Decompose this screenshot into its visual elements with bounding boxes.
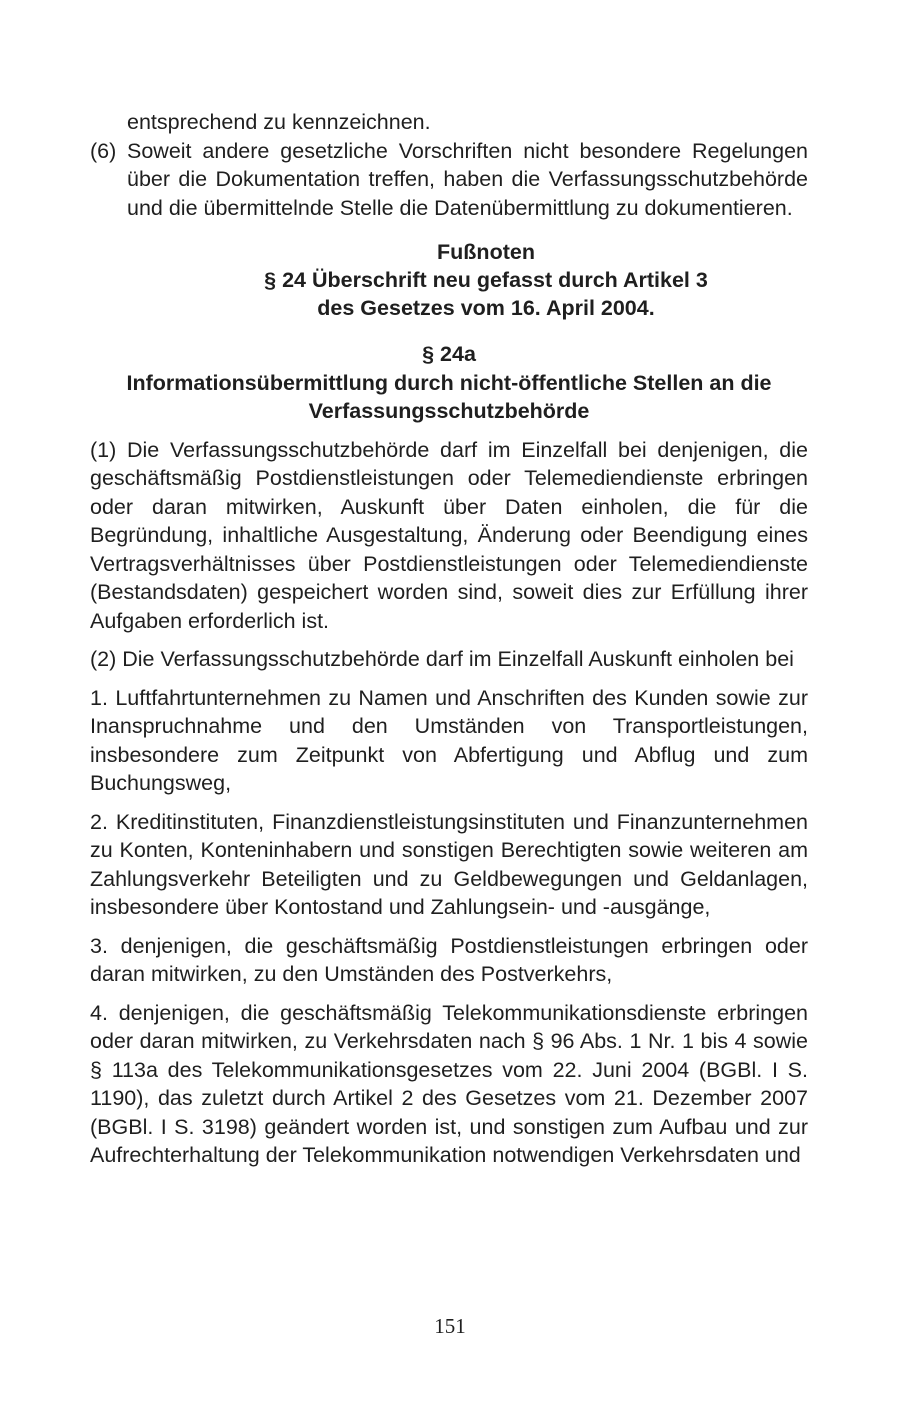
list-item-4: 4. denjenigen, die geschäftsmäßig Telekommunikationsdienste erbringen oder daran mitwirken, zu Verkehrsdaten nach § 96 Abs. 1 Nr. 1 bis 4 sowie § 113a des Telekommunikationsgesetzes vom 22. Juni 2004 (BGBl. I S. 1190), das zuletzt durch Artikel 2 des Gesetzes vom 21. Dezember 2007 (BGBl. I S. 3198) geändert worden ist, und sonstigen zum Aufbau und zur Aufrechterhaltung der Telekommunikation notwendigen Verkehrsdaten und bbox=[90, 1000, 808, 1167]
page-content bbox=[90, 108, 808, 1170]
paragraph-6-text: Soweit andere gesetzliche Vorschriften nicht besondere Regelungen über die Dokumentation treffen, haben die Verfassungsschutzbehörde und die übermittelnde Stelle die Datenübermittlung zu dokumentieren. bbox=[127, 138, 808, 220]
continuation-text: entsprechend zu kennzeichnen. bbox=[127, 110, 431, 134]
page-number: 151 bbox=[434, 1314, 466, 1338]
paragraph-6-number: (6) bbox=[90, 138, 117, 163]
paragraph-1: (1) Die Verfassungsschutzbehörde darf im Einzelfall bei denjenigen, die geschäftsmäßig Postdienstleistungen oder Telemediendienste erbringen oder daran mitwirken, Auskunft über Daten einholen, die für die Begründung, inhaltliche Ausgestaltung, Änderung oder Beendigung eines Vertragsverhältnisses über Postdienstleistungen oder Telemediendienste (Bestandsdaten) gespeichert worden sind, soweit dies zur Erfüllung ihrer Aufgaben erforderlich ist. bbox=[90, 437, 808, 633]
list-item-2: 2. Kreditinstituten, Finanzdienstleistungsinstituten und Finanzunternehmen zu Konten, Konteninhabern und sonstigen Berechtigten sowie weiteren am Zahlungsverkehr Beteiligten und zu Geldbewegungen und Geldanlagen, insbesondere über Kontostand und Zahlungsein- und -ausgänge, bbox=[90, 809, 808, 919]
section-title: Informationsübermittlung durch nicht-öffentliche Stellen an die Verfassungsschutzbehörde bbox=[126, 370, 772, 423]
footnote-line-2: des Gesetzes vom 16. April 2004. bbox=[317, 296, 655, 320]
paragraph-6 bbox=[90, 137, 808, 223]
section-heading bbox=[90, 340, 808, 426]
list-item-3: 3. denjenigen, die geschäftsmäßig Postdienstleistungen erbringen oder daran mitwirken, zu den Umständen des Postverkehrs, bbox=[90, 933, 808, 986]
list-item-1: 1. Luftfahrtunternehmen zu Namen und Anschriften des Kunden sowie zur Inanspruchnahme und den Umständen von Transportleistungen, insbesondere zum Zeitpunkt von Abfertigung und Abflug und zum Buchungsweg, bbox=[90, 685, 808, 795]
footnote-line-1: § 24 Überschrift neu gefasst durch Artikel 3 bbox=[264, 268, 708, 292]
section-number: § 24a bbox=[422, 342, 476, 366]
footnotes-heading: Fußnoten bbox=[437, 240, 535, 264]
paragraph-2: (2) Die Verfassungsschutzbehörde darf im Einzelfall Auskunft einholen bei bbox=[90, 647, 794, 671]
footnotes bbox=[90, 238, 808, 322]
